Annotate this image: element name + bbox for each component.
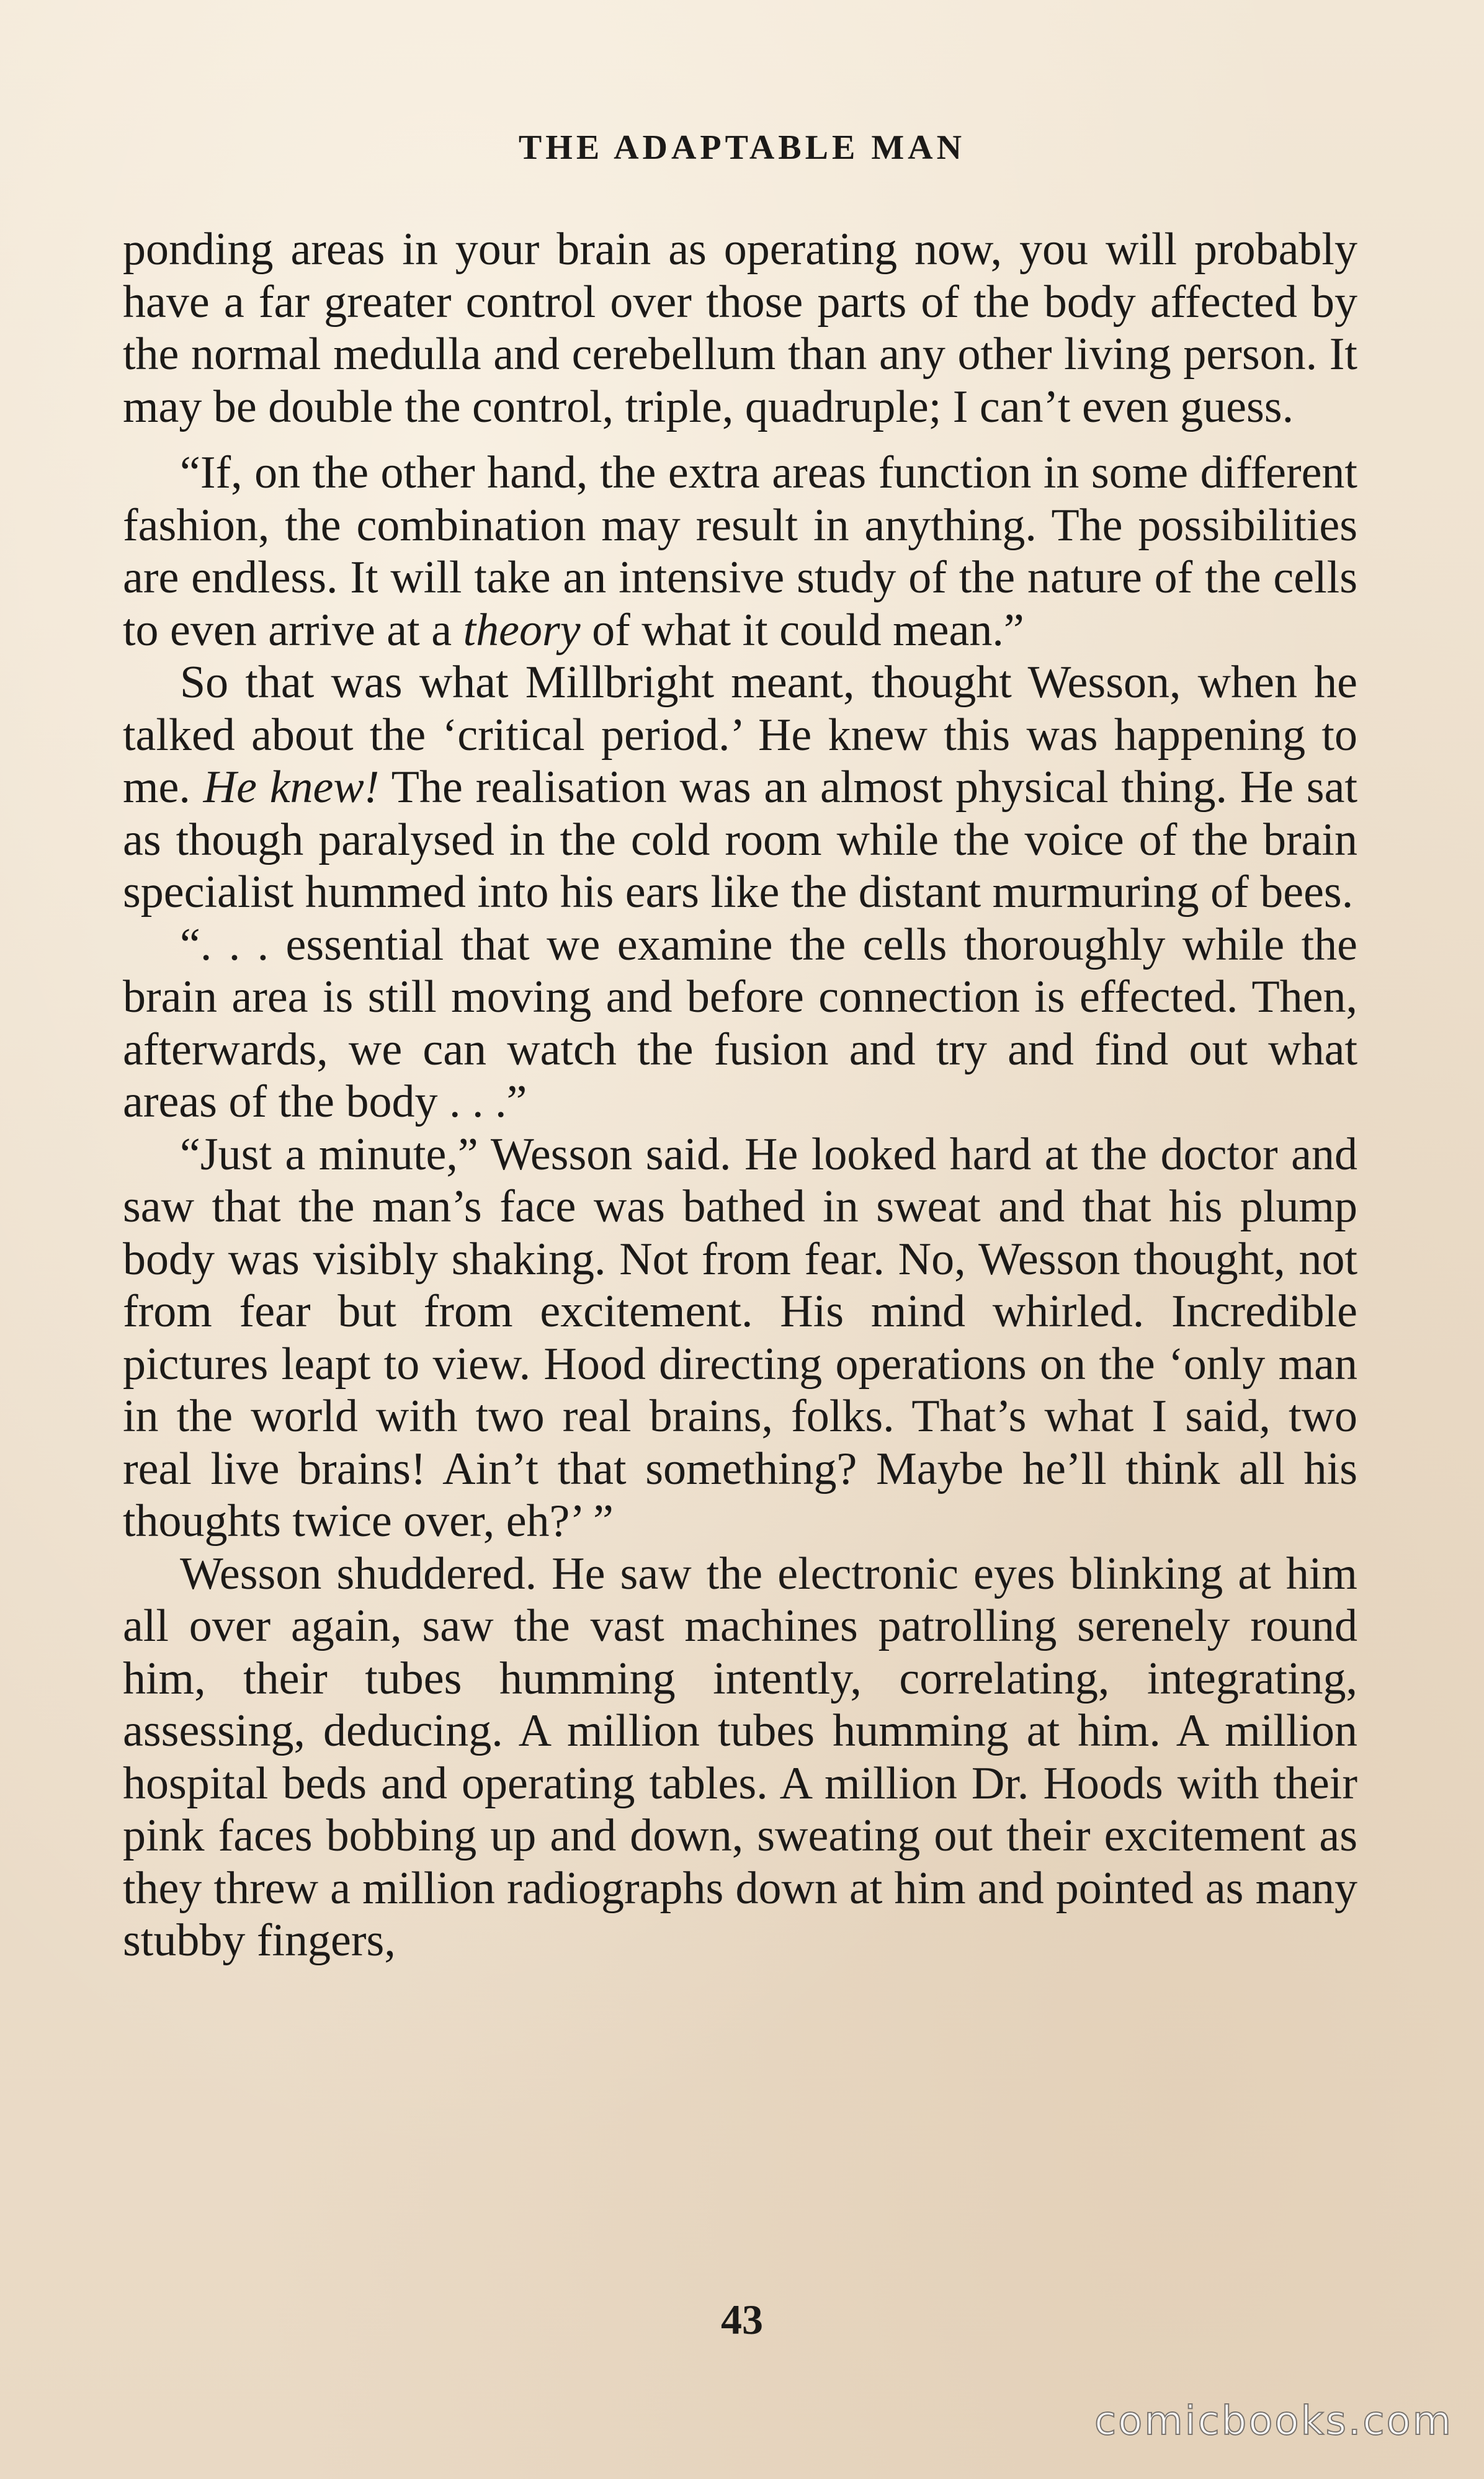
text-run: So that was what Millbright meant, thought Wesson, when he talked about the ‘critical period.’ He knew this was happening to me. bbox=[123, 657, 1357, 813]
running-head: THE ADAPTABLE MAN bbox=[518, 128, 966, 167]
paragraph bbox=[123, 447, 1357, 656]
text-run: ponding areas in your brain as operating now, you will probably have a far greater control over those parts of the body affected by the normal medulla and cerebellum than any other living person. It may be double the control, triple, quadruple; I can’t even guess. bbox=[123, 224, 1357, 432]
paragraph bbox=[123, 1548, 1357, 1967]
paragraph bbox=[123, 223, 1357, 433]
text-run: “Just a minute,” Wesson said. He looked hard at the doctor and saw that the man’s face was bathed in sweat and that his plump body was visibly shaking. Not from fear. No, Wesson thought, not from fear but from excitement. His mind whirled. Incredible pictures leapt to view. Hood directing operations on the ‘only man in the world with two real brains, folks. That’s what I said, two real live brains! Ain’t that something? Maybe he’ll think all his thoughts twice over, eh?’ ” bbox=[123, 1128, 1357, 1547]
text-run: The realisation was an almost physical thing. He sat as though paralysed in the cold room while the voice of the brain specialist hummed into his ears like the distant murmuring of bees. bbox=[123, 762, 1357, 918]
watermark: comicbooks.com bbox=[1094, 2398, 1453, 2444]
body-text bbox=[123, 223, 1357, 1967]
text-run: “. . . essential that we examine the cells thoroughly while the brain area is still moving and before connection is effected. Then, afterwards, we can watch the fusion and try and find out what areas of the body . . .” bbox=[123, 919, 1357, 1127]
paragraph bbox=[123, 1128, 1357, 1548]
text-run: “If, on the other hand, the extra areas function in some different fashion, the combination may result in anything. The possibilities are endless. It will take an intensive study of the nature of the cells to even arrive at a bbox=[123, 447, 1357, 656]
italic-text: He knew! bbox=[203, 762, 380, 813]
paragraph bbox=[123, 656, 1357, 919]
text-run: of what it could mean.” bbox=[580, 604, 1024, 656]
paragraph bbox=[123, 919, 1357, 1128]
italic-text: theory bbox=[463, 604, 581, 656]
page-number: 43 bbox=[721, 2296, 763, 2343]
text-run: Wesson shuddered. He saw the electronic eyes blinking at him all over again, saw the vast machines patrolling serenely round him, their tubes humming intently, correlating, integrating, assessing, deducing. A million tubes humming at him. A million hospital beds and operating tables. A million Dr. Hoods with their pink faces bobbing up and down, sweating out their excitement as they threw a million radiographs down at him and pointed as many stubby fingers, bbox=[123, 1548, 1357, 1966]
